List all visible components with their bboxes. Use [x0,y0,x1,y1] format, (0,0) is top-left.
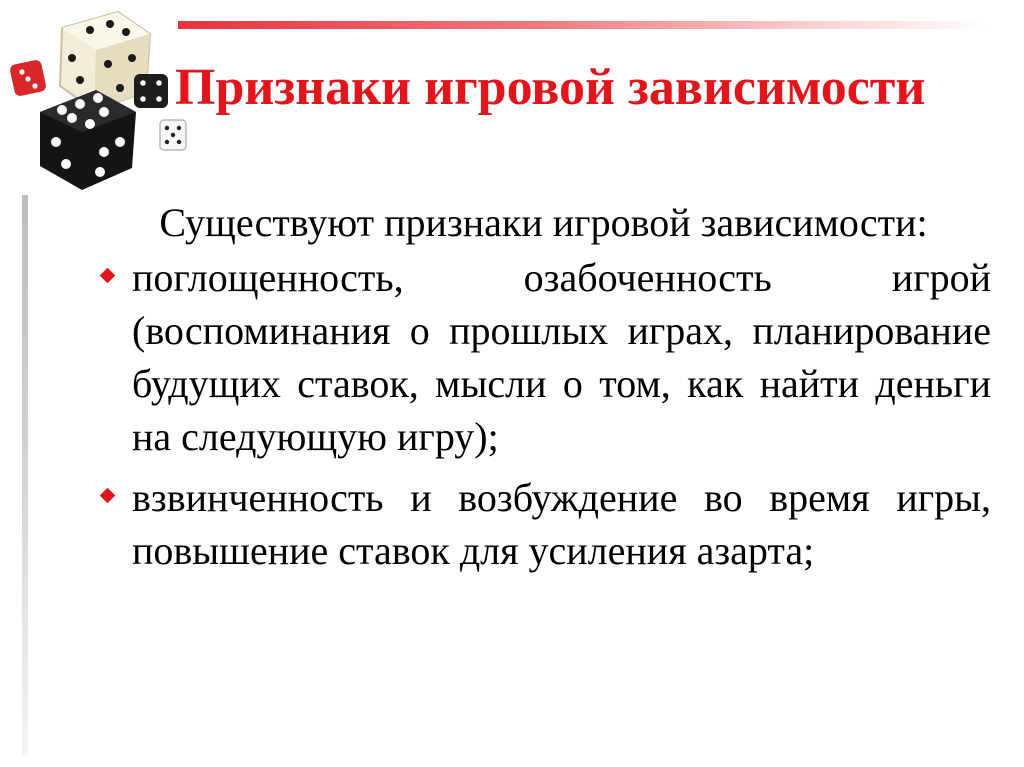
red-die-icon [9,59,47,97]
tiny-white-die-icon [160,120,186,150]
intro-text: Существуют признаки игровой зависимости: [159,200,928,245]
red-diamond-bullet-icon [100,488,116,504]
bullet-list [96,251,991,577]
bullet-text: взвинченность и возбуждение во время игры, повышение ставок для усиления азарта; [132,475,991,573]
side-accent-rule [22,195,28,755]
bullet-text: поглощенность, озабоченность игрой (воспоминания о прошлых играх, планирование будущих ставок, мысли о том, как найти деньги на следующую игру); [132,255,991,459]
dice-icon [0,0,200,195]
bullet-item [96,471,991,577]
small-black-die-icon [134,74,168,108]
title-accent-rule [178,21,988,29]
red-diamond-bullet-icon [100,268,116,284]
large-black-die-icon [40,90,136,190]
slide-title: Признаки игровой зависимости [175,59,926,116]
slide-content [96,196,991,585]
bullet-item [96,251,991,463]
